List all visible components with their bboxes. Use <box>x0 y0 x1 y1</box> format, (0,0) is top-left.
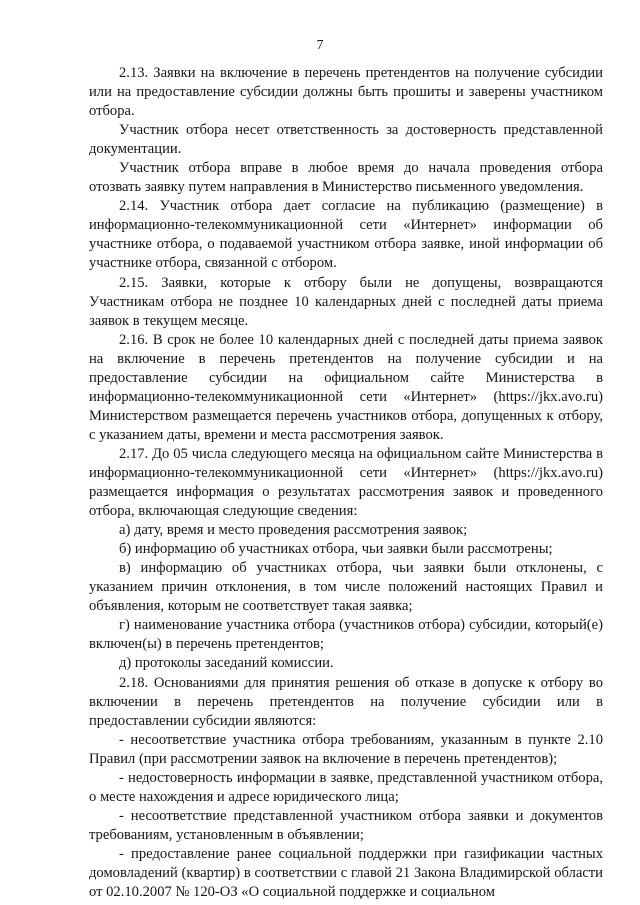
ground-item-4: - предоставление ранее социальной поддержки при газификации частных домовладений (квартир) в соответствии с главой 21 Закона Владимирской области от 02.10.2007 № 120-ОЗ «О социальной поддержке и социальном <box>89 845 603 901</box>
ground-item-1: - несоответствие участника отбора требованиям, указанным в пункте 2.10 Правил (при рассмотрении заявок на включение в перечень претендентов); <box>89 731 603 767</box>
list-item-v: в) информацию об участниках отбора, чьи заявки были отклонены, с указанием причин отклонения, в том числе положений настоящих Правил и объявления, которым не соответствует такая заявка; <box>89 560 603 615</box>
ground-item-3: - несоответствие представленной участником отбора заявки и документов требованиям, установленным в объявлении; <box>89 807 603 843</box>
document-body <box>89 64 603 902</box>
paragraph-2-13: 2.13. Заявки на включение в перечень претендентов на получение субсидии или на предоставление субсидии должны быть прошиты и заверены участником отбора. <box>89 65 603 120</box>
list-item-g: г) наименование участника отбора (участников отбора) субсидии, который(е) включен(ы) в перечень претендентов; <box>89 617 603 653</box>
paragraph-2-17: 2.17. До 05 числа следующего месяца на официальном сайте Министерства в информационно-телекоммуникационной сети «Интернет» (https://jkx.avo.ru) размещается информация о результатах рассмотрения заявок и проведенного отбора, включающая следующие сведения: <box>89 445 603 520</box>
paragraph-responsibility: Участник отбора несет ответственность за достоверность представленной документации. <box>89 122 603 158</box>
list-item-a: а) дату, время и место проведения рассмотрения заявок; <box>119 522 468 539</box>
paragraph-2-15: 2.15. Заявки, которые к отбору были не допущены, возвращаются Участникам отбора не позднее 10 календарных дней с последней даты приема заявок в текущем месяце. <box>89 274 603 329</box>
paragraph-2-14: 2.14. Участник отбора дает согласие на публикацию (размещение) в информационно-телекоммуникационной сети «Интернет» информации об участнике отбора, о подаваемой участником отбора заявке, иной информации об участнике отбора, связанной с отбором. <box>89 198 603 272</box>
paragraph-withdrawal: Участник отбора вправе в любое время до начала проведения отбора отозвать заявку путем направления в Министерство письменного уведомления. <box>89 160 603 196</box>
list-item-d: д) протоколы заседаний комиссии. <box>119 655 334 672</box>
ground-item-2: - недостоверность информации в заявке, представленной участником отбора, о месте нахождения и адресе юридического лица; <box>89 769 603 805</box>
page-number: 7 <box>316 38 324 53</box>
list-item-b: б) информацию об участниках отбора, чьи заявки были рассмотрены; <box>119 541 553 558</box>
paragraph-2-16: 2.16. В срок не более 10 календарных дней с последней даты приема заявок на включение в перечень претендентов на получение субсидии и на предоставление субсидии на официальном сайте Министерства в информационно-телекоммуникационной сети «Интернет» (https://jkx.avo.ru) Министерством размещается перечень участников отбора, допущенных к отбору, с указанием даты, времени и места рассмотрения заявок. <box>89 331 603 443</box>
paragraph-2-18: 2.18. Основаниями для принятия решения об отказе в допуске к отбору во включении в перечень претендентов на получение субсидии или в предоставлении субсидии являются: <box>89 674 603 729</box>
